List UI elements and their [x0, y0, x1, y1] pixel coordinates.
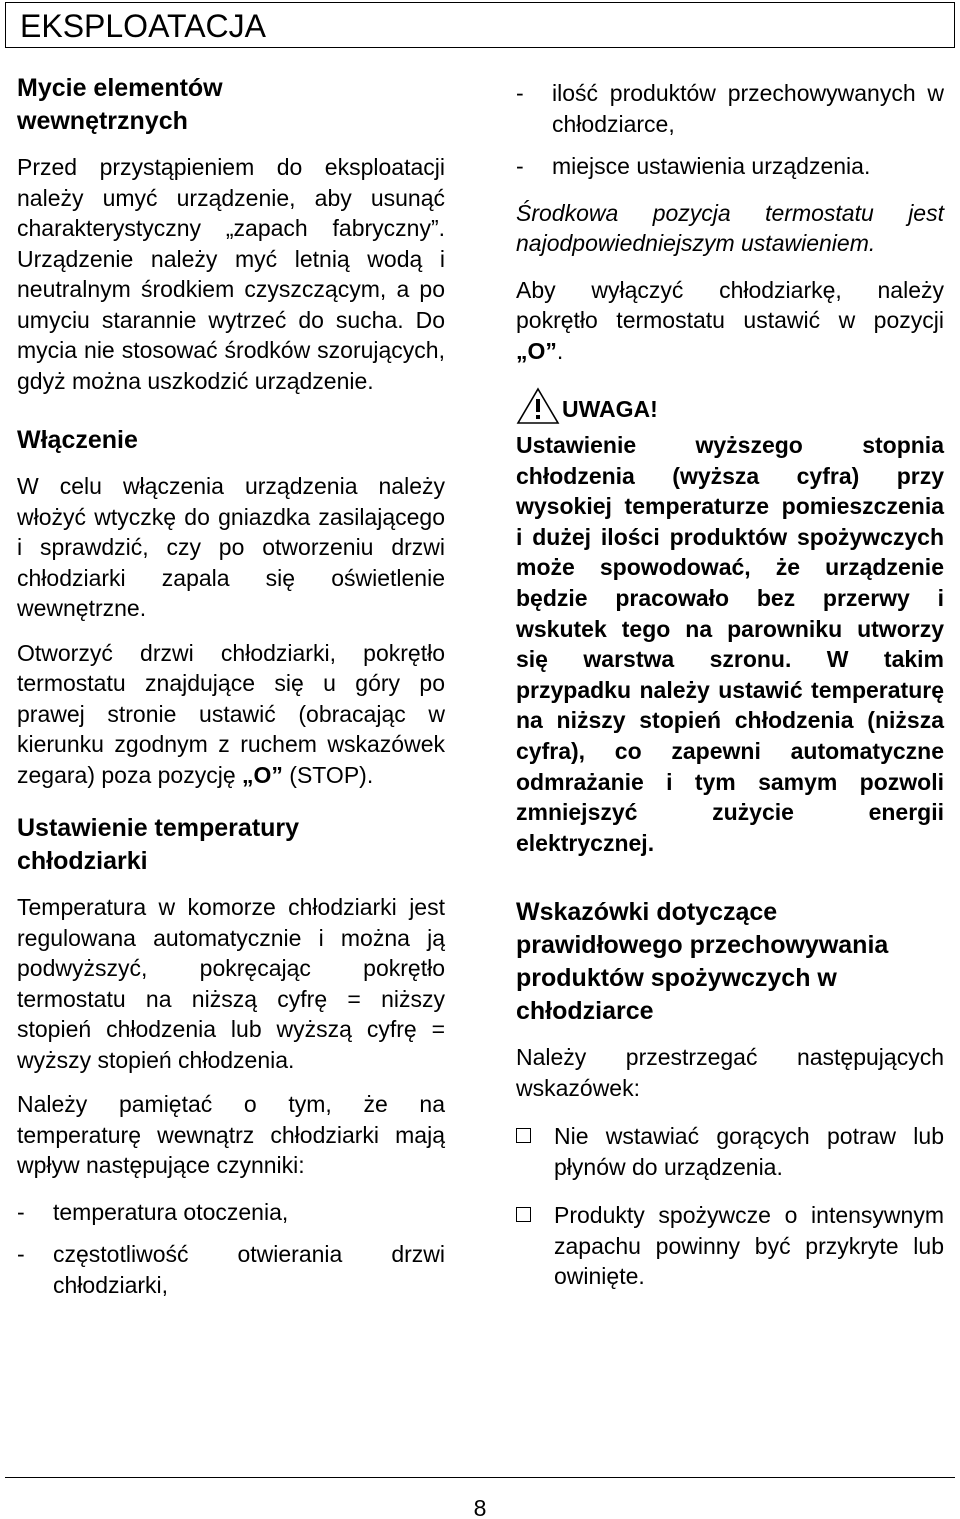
position-o-symbol: „O”	[516, 337, 557, 364]
switch-off-text: Aby wyłączyć chłodziarkę, należy pokrętło termostatu ustawić w pozycji	[516, 276, 944, 333]
right-column	[516, 78, 944, 1292]
dash-marker: -	[516, 153, 524, 179]
warning-label: UWAGA!	[562, 396, 658, 422]
page-title: EKSPLOATACJA	[20, 8, 266, 44]
thermostat-paragraph	[17, 638, 445, 791]
thermostat-note: Środkowa pozycja termostatu jest najodpowiedniejszym ustawieniem.	[516, 199, 944, 256]
position-o-symbol: „O”	[242, 761, 283, 788]
header-box	[5, 2, 955, 48]
list-item	[17, 1197, 445, 1228]
checkbox-bullet-icon	[516, 1121, 554, 1182]
checkbox-bullet-icon	[516, 1200, 554, 1292]
page-number: 8	[473, 1495, 487, 1519]
left-column	[17, 72, 445, 1300]
list-item-text: Produkty spożywcze o intensywnym zapachu powinny być przykryte lub owinięte.	[554, 1202, 944, 1290]
thermostat-paragraph-text: Otworzyć drzwi chłodziarki, pokrętło termostatu znajdujące się u góry po prawej stronie ustawić (obracając w kierunku zgodnym z ruchem wskazówek zegara) poza pozycję	[17, 639, 445, 788]
storage-intro-paragraph: Należy przestrzegać następujących wskazówek:	[516, 1044, 944, 1101]
thermostat-paragraph-end: (STOP).	[282, 761, 374, 788]
list-item	[516, 78, 944, 139]
section-heading-switch-on: Włączenie	[17, 426, 138, 454]
list-item-text: Nie wstawiać gorących potraw lub płynów do urządzenia.	[554, 1123, 944, 1180]
section-heading-temperature: Ustawienie temperatury chłodziarki	[17, 814, 300, 875]
list-item	[17, 1239, 445, 1300]
cleaning-paragraph: Przed przystąpieniem do eksploatacji należy umyć urządzenie, aby usunąć charakterystyczny „zapach fabryczny”. Urządzenie należy myć letnią wodą i neutralnym środkiem czyszczącym, a po umyciu starannie wytrzeć do sucha. Do mycia nie stosować środków szorujących, gdyż można uszkodzić urządzenie.	[17, 154, 445, 394]
dash-marker: -	[516, 80, 524, 106]
list-item-text: ilość produktów przechowywanych w chłodziarce,	[552, 80, 944, 137]
switch-on-paragraph: W celu włączenia urządzenia należy włożyć wtyczkę do gniazdka zasilającego i sprawdzić, czy po otworzeniu drzwi chłodziarki zapala się oświetlenie wewnętrzne.	[17, 473, 445, 621]
list-item-text: miejsce ustawienia urządzenia.	[552, 153, 871, 179]
dash-marker: -	[17, 1198, 25, 1225]
list-item	[516, 151, 944, 182]
warning-header	[516, 386, 944, 426]
section-heading-storage: Wskazówki dotyczące prawidłowego przechowywania produktów spożywczych w chłodziarce	[516, 898, 889, 1026]
dash-marker: -	[17, 1241, 25, 1267]
list-item	[516, 1121, 944, 1182]
warning-triangle-icon	[516, 387, 560, 425]
warning-paragraph: Ustawienie wyższego stopnia chłodzenia (wyższa cyfra) przy wysokiej temperaturze pomieszczenia i dużej ilości produktów spożywczych może spowodować, że urządzenie będzie pracowało bez przerwy i wskutek tego na parowniku utworzy się warstwa szronu. W takim przypadku należy ustawić temperaturę na niższy stopień chłodzenia (niższa cyfra), co zapewni automatyczne odmrażanie i tym samym pozwoli zmniejszyć zużycie energii elektrycznej.	[516, 432, 944, 856]
list-item-text: częstotliwość otwierania drzwi chłodziarki,	[53, 1241, 445, 1298]
footer-rule	[5, 1477, 955, 1478]
switch-off-paragraph	[516, 275, 944, 367]
list-item-text: temperatura otoczenia,	[53, 1198, 289, 1225]
factors-intro-paragraph: Należy pamiętać o tym, że na temperaturę wewnątrz chłodziarki mają wpływ następujące czynniki:	[17, 1091, 445, 1178]
section-heading-cleaning: Mycie elementów wewnętrznych	[17, 74, 223, 135]
switch-off-end: .	[556, 337, 564, 364]
temperature-paragraph: Temperatura w komorze chłodziarki jest regulowana automatycznie i można ją podwyższyć, pokręcając pokrętło termostatu na niższą cyfrę = niższy stopień chłodzenia lub wyższą cyfrę = wyższy stopień chłodzenia.	[17, 894, 445, 1073]
list-item	[516, 1200, 944, 1292]
